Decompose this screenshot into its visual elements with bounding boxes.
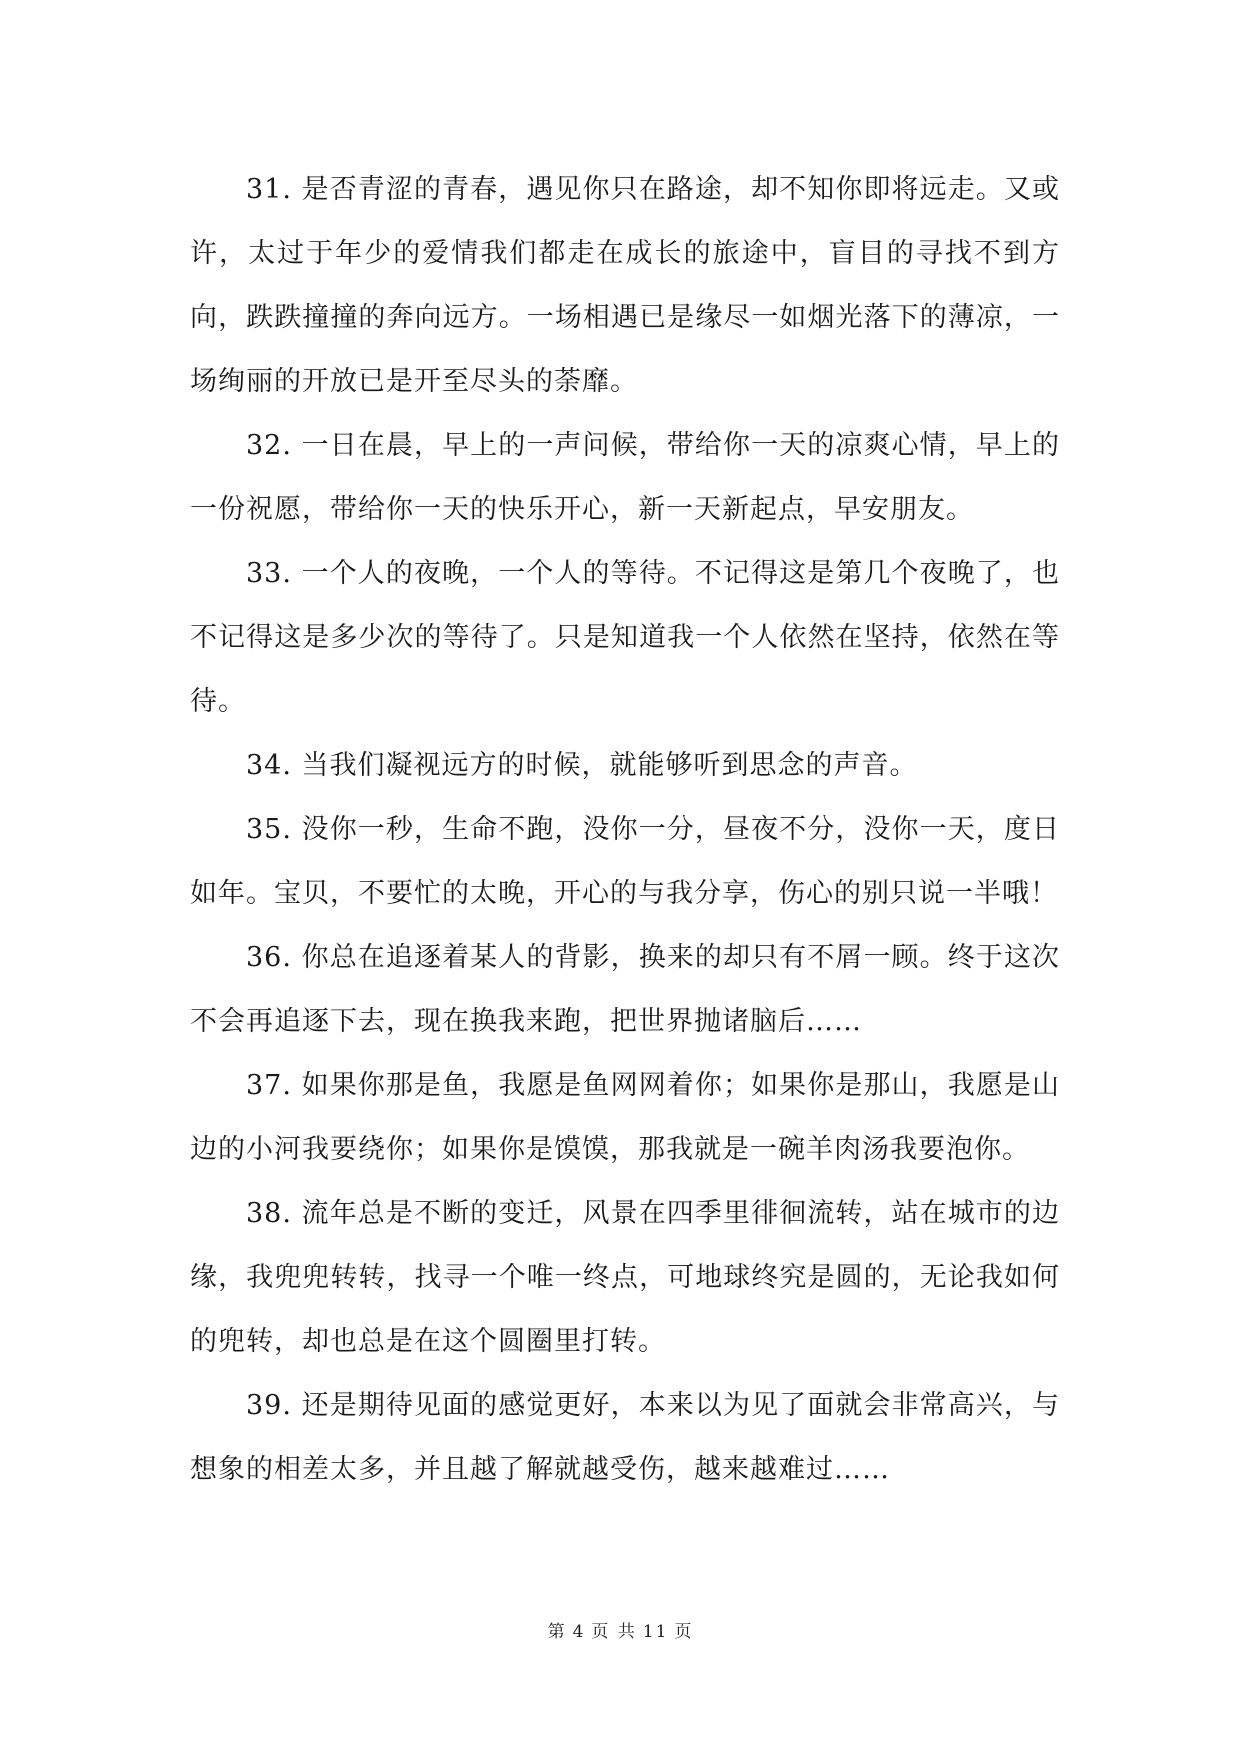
paragraph-31: 31. 是否青涩的青春，遇见你只在路途，却不知你即将远走。又或许，太过于年少的爱情我们都走在成长的旅途中，盲目的寻找不到方向，跌跌撞撞的奔向远方。一场相遇已是缘尽一如烟光落下的薄凉，一场绚丽的开放已是开至尽头的荼靡。 (190, 174, 1060, 397)
footer-suffix: 页 (674, 1622, 694, 1642)
paragraph-39: 39. 还是期待见面的感觉更好，本来以为见了面就会非常高兴，与想象的相差太多，并且越了解就越受伤，越来越难过…… (190, 1390, 1060, 1485)
document-body (190, 158, 1060, 1502)
paragraph-32: 32. 一日在晨，早上的一声问候，带给你一天的凉爽心情，早上的一份祝愿，带给你一天的快乐开心，新一天新起点，早安朋友。 (190, 430, 1060, 525)
paragraph-36: 36. 你总在追逐着某人的背影，换来的却只有不屑一顾。终于这次不会再追逐下去，现在换我来跑，把世界抛诸脑后…… (190, 942, 1060, 1037)
page-footer (0, 1617, 1241, 1642)
paragraph-38: 38. 流年总是不断的变迁，风景在四季里徘徊流转，站在城市的边缘，我兜兜转转，找寻一个唯一终点，可地球终究是圆的，无论我如何的兜转，却也总是在这个圆圈里打转。 (190, 1198, 1060, 1357)
paragraph-35: 35. 没你一秒，生命不跑，没你一分，昼夜不分，没你一天，度日如年。宝贝，不要忙的太晚，开心的与我分享，伤心的别只说一半哦！ (190, 814, 1060, 909)
footer-current-page: 4 (572, 1622, 586, 1642)
footer-prefix: 第 (547, 1622, 567, 1642)
paragraph-33: 33. 一个人的夜晚，一个人的等待。不记得这是第几个夜晚了，也不记得这是多少次的等待了。只是知道我一个人依然在坚持，依然在等待。 (190, 558, 1060, 717)
footer-middle: 页 共 (591, 1622, 637, 1642)
paragraph-37: 37. 如果你那是鱼，我愿是鱼网网着你；如果你是那山，我愿是山边的小河我要绕你；如果你是馍馍，那我就是一碗羊肉汤我要泡你。 (190, 1070, 1060, 1165)
footer-total-pages: 11 (642, 1622, 669, 1642)
paragraph-34: 34. 当我们凝视远方的时候，就能够听到思念的声音。 (246, 750, 918, 781)
